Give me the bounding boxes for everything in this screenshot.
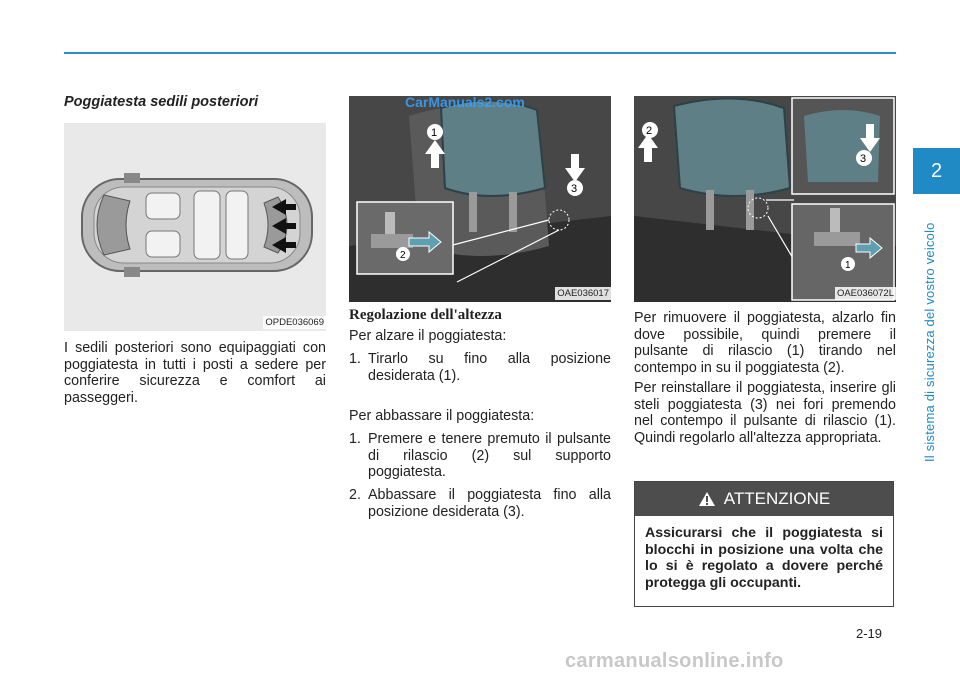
warning-header <box>635 482 893 516</box>
lower-intro: Per abbassare il poggiatesta: <box>349 408 535 424</box>
intro-paragraph: I sedili posteriori sono equipaggiati con poggiatesta in tutti i posti a sedere per conferire sicurezza e comfort ai passeggeri. <box>64 340 326 406</box>
step-text: Premere e tenere premuto il pulsante di rilascio (2) sul supporto poggiatesta. <box>368 431 611 480</box>
header-rule <box>64 52 896 54</box>
step-number: 1. <box>349 431 361 447</box>
step-number: 2. <box>349 487 361 503</box>
warning-title: ATTENZIONE <box>723 489 831 508</box>
svg-text:3: 3 <box>571 183 578 195</box>
raise-intro: Per alzare il poggiatesta: <box>349 328 507 344</box>
figure-code: OPDE036069 <box>265 317 324 328</box>
subsection-title: Regolazione dell'altezza <box>349 307 502 323</box>
section-title: Poggiatesta sedili posteriori <box>64 94 259 110</box>
car-top-view-figure <box>64 123 326 331</box>
footer-watermark: carmanualsonline.info <box>565 650 784 672</box>
removal-paragraph: Per rimuovere il poggiatesta, alzarlo fin dove possibile, quindi premere il pulsante di rilascio (1) tirando nel contempo in su il poggiatesta (2). <box>634 310 896 376</box>
headrest-removal-illustration <box>634 96 896 302</box>
headrest-height-figure <box>349 96 611 302</box>
warning-box <box>634 481 894 607</box>
figure-code: OAE036017 <box>557 288 609 299</box>
svg-text:2: 2 <box>400 250 406 261</box>
lower-step <box>349 431 611 483</box>
reinstall-paragraph: Per reinstallare il poggiatesta, inserire gli steli poggiatesta (3) nei fori premendo nel contempo il pulsante di rilascio (1). Quindi regolarlo all'altezza appropriata. <box>634 380 896 446</box>
chapter-title: Il sistema di sicurezza del vostro veicolo <box>922 222 937 462</box>
chapter-number: 2 <box>930 159 943 182</box>
step-number: 1. <box>349 351 361 367</box>
figure-code: OAE036072L <box>836 288 894 299</box>
page-number: 2-19 <box>856 626 883 641</box>
watermark-text: CarManuals2.com <box>405 96 525 110</box>
warning-body: Assicurarsi che il poggiatesta si blocchi in posizione una volta che lo si è regolato a dovere perché protegga gli occupanti. <box>645 525 883 591</box>
svg-text:2: 2 <box>646 125 653 137</box>
svg-text:3: 3 <box>860 153 867 165</box>
headrest-height-illustration <box>349 96 611 302</box>
raise-step <box>349 351 611 385</box>
step-text: Abbassare il poggiatesta fino alla posizione desiderata (3). <box>368 487 611 520</box>
step-text: Tirarlo su fino alla posizione desiderata (1). <box>368 351 611 384</box>
lower-step <box>349 487 611 521</box>
chapter-number-tab <box>913 148 960 194</box>
svg-text:1: 1 <box>845 260 851 271</box>
warning-triangle-icon <box>698 491 716 507</box>
chapter-side-title <box>918 196 948 466</box>
svg-text:1: 1 <box>431 127 438 139</box>
car-top-view-illustration <box>64 123 326 331</box>
headrest-removal-figure <box>634 96 896 302</box>
